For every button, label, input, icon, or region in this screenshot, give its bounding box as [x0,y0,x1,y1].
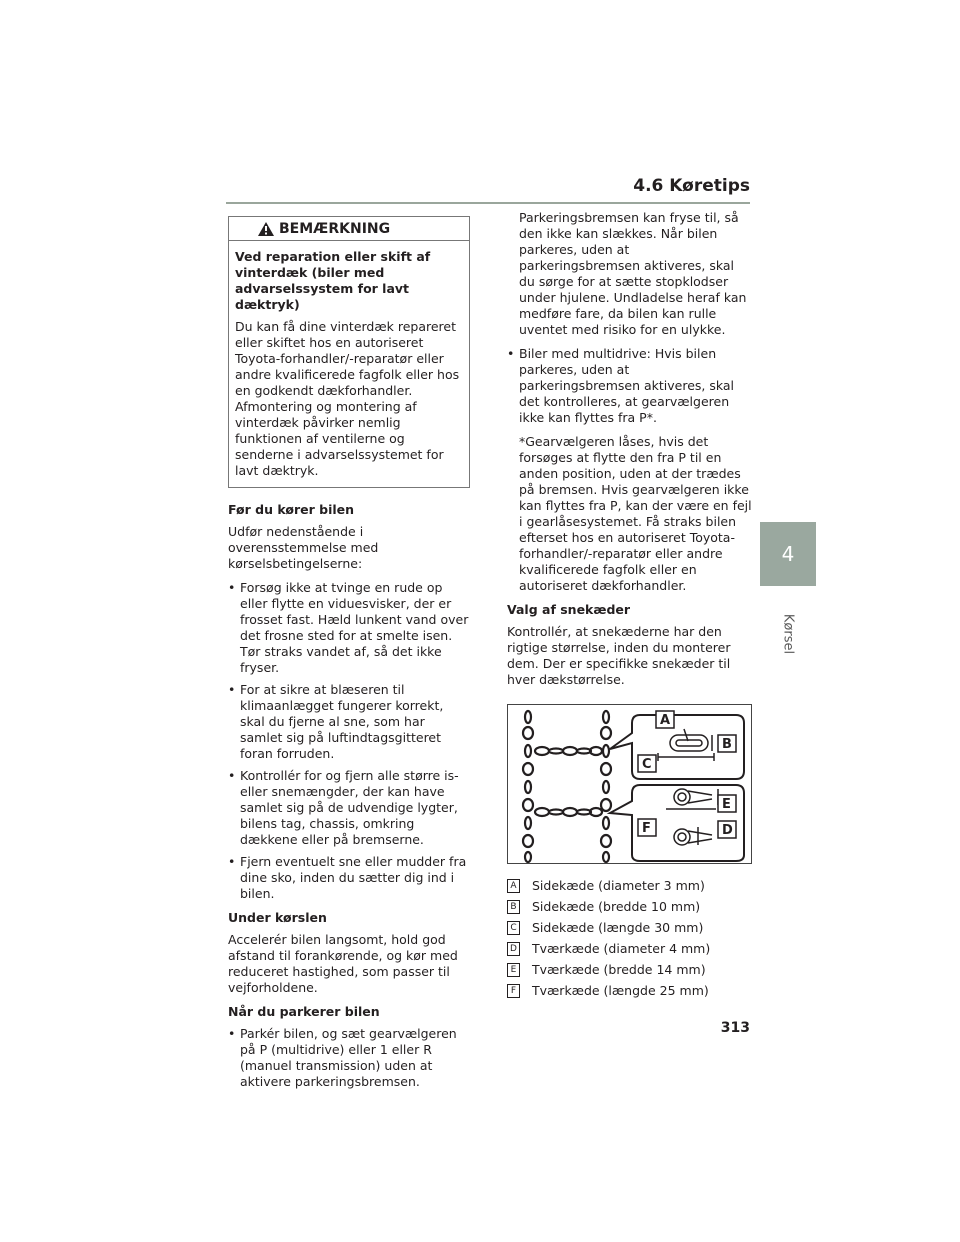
multidrive-list [507,346,752,426]
snow-chains-text: Kontrollér, at snekæderne har den rigtige størrelse, inden du monterer dem. Der er specifikke snekæder til hver dækstørrelse. [507,624,731,687]
legend-text: Tværkæde (diameter 4 mm) [532,941,711,956]
parking-continuation: Parkeringsbremsen kan fryse til, så den ikke kan slækkes. Når bilen parkeres, uden at parkeringsbremsen aktiveres, skal du sørge for at sætte stopklodser under hjulene. Undladelse heraf kan medføre fare, da bilen kan rulle uventet med risiko for en ulykke. [519,210,747,337]
notice-body [229,241,469,487]
header-divider [226,202,750,204]
left-column [228,216,470,1098]
legend-row [507,878,752,894]
legend-key: A [507,879,520,893]
list-item: • Biler med multidrive: Hvis bilen parkeres, uden at parkeringsbremsen aktiveres, skal det kontrolleres, at gearvælgeren ikke kan flyttes fra P*. [507,346,752,426]
legend-text: Sidekæde (bredde 10 mm) [532,899,701,914]
chapter-tab: 4 [760,522,816,586]
legend-row [507,962,752,978]
legend-text: Tværkæde (bredde 14 mm) [532,962,706,977]
figure-label-e: E [722,797,731,812]
while-driving-heading: Under kørslen [228,910,327,925]
chapter-label: Kørsel [780,613,796,655]
legend-row [507,920,752,936]
snow-chains-heading: Valg af snekæder [507,602,631,617]
notice-title: Ved reparation eller skift af vinterdæk (biler med advarselssystem for lavt dæktryk) [235,249,431,312]
legend-key: C [507,921,520,935]
right-column [507,210,752,1004]
list-item: • Fjern eventuelt sne eller mudder fra dine sko, inden du sætter dig ind i bilen. [228,854,470,902]
section-title: 4.6 Køretips [633,176,750,196]
figure-legend [507,878,752,999]
list-item: • Parkér bilen, og sæt gearvælgeren på P (multidrive) eller 1 eller R (manuel transmission) uden at aktivere parkeringsbremsen. [228,1026,470,1090]
before-driving-heading: Før du kører bilen [228,502,355,517]
notice-text: Du kan få dine vinterdæk repareret eller skiftet hos en autoriseret Toyota-forhandler/-reparatør eller andre kvalificerede fagfolk eller hos en godkendt dækforhandler. Afmontering og montering af vinterdæk påvirker nemlig funktionen af ventilerne og senderne i advarselssystemet for lavt dæktryk. [235,319,460,478]
list-item: • Forsøg ikke at tvinge en rude op eller flytte en viduesvisker, der er frosset fast. Hæld lunkent vand over det frosne sted for at smelte isen. Tør straks vandet af, så det ikke fryser. [228,580,470,676]
figure-label-c: C [642,757,652,772]
list-item: • Kontrollér for og fjern alle større is- eller snemængder, der kan have samlet sig på de udvendige lygter, bilens tag, chassis, omkring dækkene eller på bremserne. [228,768,470,848]
notice-box [228,216,470,488]
parking-list [228,1026,470,1090]
before-driving-intro: Udfør nedenstående i overensstemmelse med kørselsbetingelserne: [228,524,379,571]
list-item: • For at sikre at blæseren til klimaanlægget fungerer korrekt, skal du fjerne al sne, som har samlet sig på luftindtagsgitteret foran forruden. [228,682,470,762]
page-number: 313 [720,1020,750,1036]
figure-label-f: F [642,821,651,836]
legend-key: B [507,900,520,914]
notice-heading-text: BEMÆRKNING [279,221,391,237]
legend-text: Tværkæde (længde 25 mm) [532,983,709,998]
legend-key: E [507,963,520,977]
legend-row [507,899,752,915]
figure-label-d: D [722,823,733,838]
legend-row [507,983,752,999]
figure-label-b: B [722,737,732,752]
footnote: *Gearvælgeren låses, hvis det forsøges at flytte den fra P til en anden position, uden at der trædes på bremsen. Hvis gearvælgeren ikke kan flyttes fra P, kan der være en fejl i gearlåsesystemet. Få straks bilen efterset hos en autoriseret Toyota-forhandler/-reparatør eller andre kvalificerede fagfolk eller en autoriseret dækforhandler. [519,434,752,593]
legend-text: Sidekæde (længde 30 mm) [532,920,704,935]
parking-heading: Når du parkerer bilen [228,1004,380,1019]
notice-heading [229,217,469,241]
legend-row [507,941,752,957]
figure-label-a: A [660,713,671,728]
before-driving-list [228,580,470,902]
legend-text: Sidekæde (diameter 3 mm) [532,878,705,893]
warning-icon [257,221,275,237]
while-driving-text: Accelerér bilen langsomt, hold god afstand til forankørende, og kør med reduceret hastighed, som passer til vejforholdene. [228,932,458,995]
snow-chain-figure [507,704,752,864]
snow-chain-diagram [508,705,751,863]
legend-key: F [507,984,520,998]
legend-key: D [507,942,520,956]
